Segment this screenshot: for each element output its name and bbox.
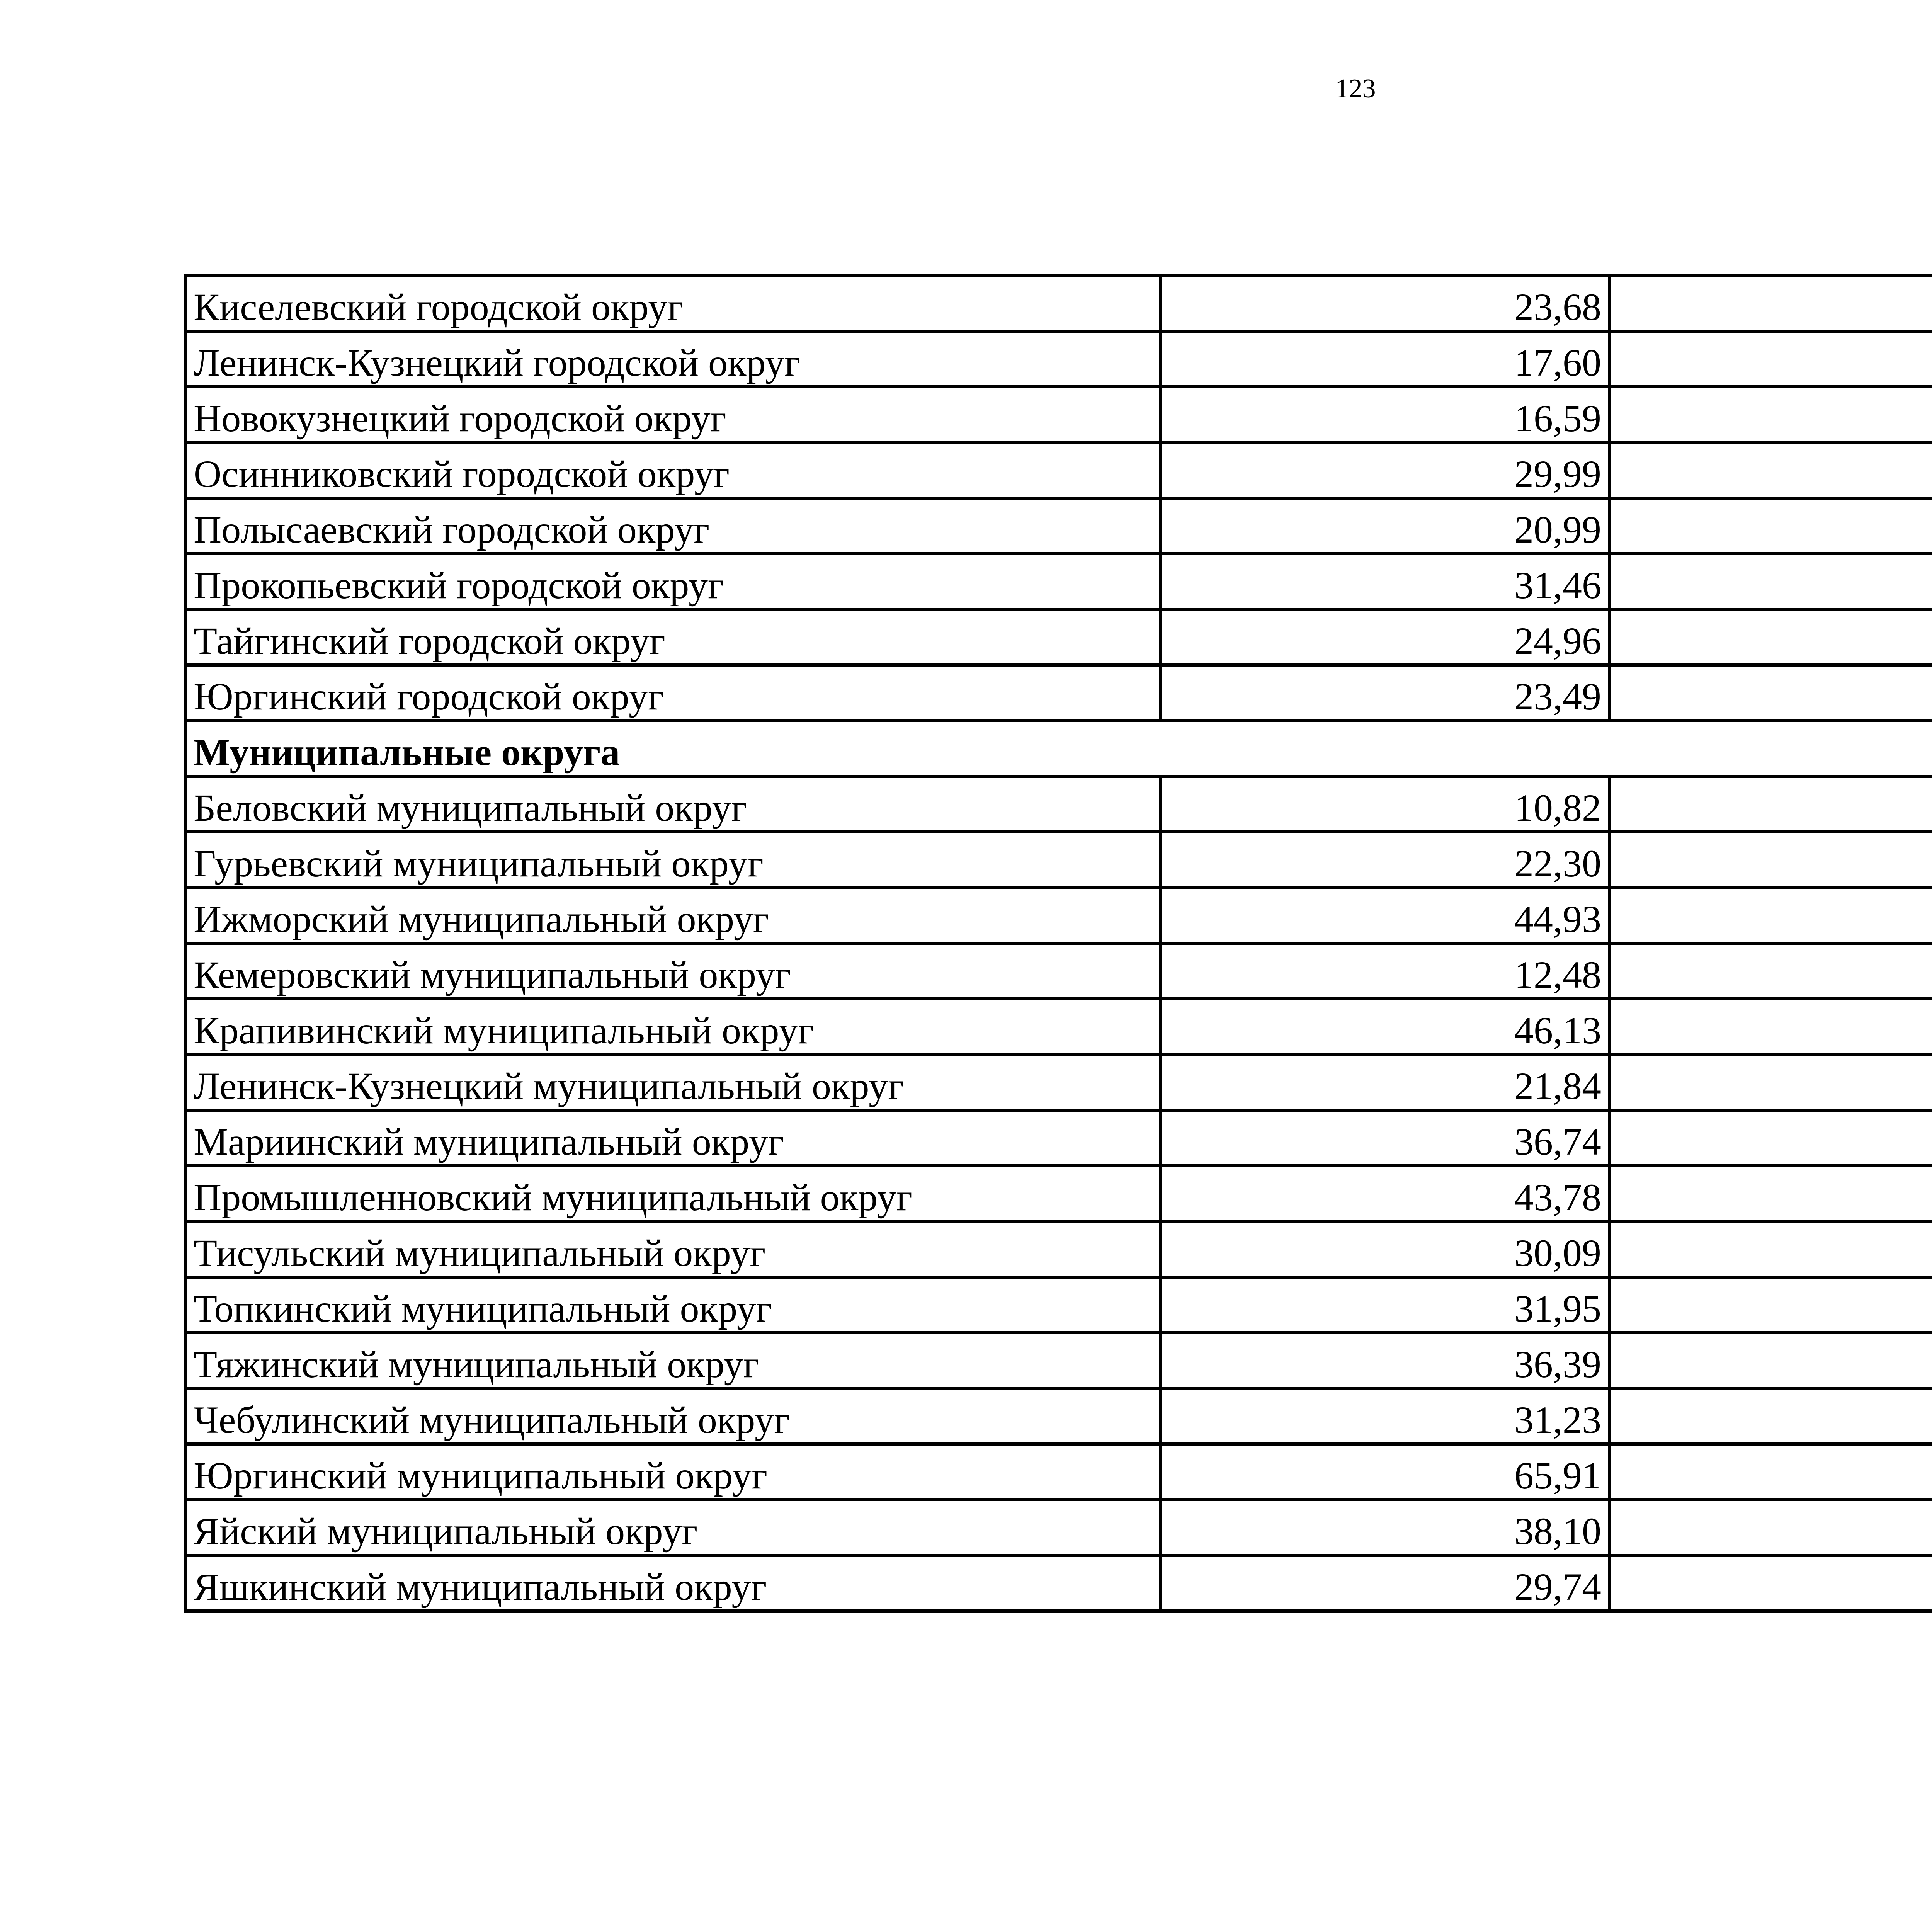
row-value-1: 38,10 — [1161, 1500, 1610, 1555]
data-table — [184, 274, 1932, 1613]
row-name: Тайгинский городской округ — [185, 609, 1161, 665]
row-value-1: 31,23 — [1161, 1388, 1610, 1444]
row-value-1: 24,96 — [1161, 609, 1610, 665]
row-value-2 — [1610, 331, 1932, 387]
row-value-2 — [1610, 943, 1932, 999]
row-value-1: 23,68 — [1161, 276, 1610, 331]
table-row — [185, 1444, 1932, 1500]
row-value-2 — [1610, 609, 1932, 665]
table-row — [185, 609, 1932, 665]
row-value-1: 43,78 — [1161, 1166, 1610, 1221]
table-row — [185, 999, 1932, 1055]
table-row — [185, 1555, 1932, 1611]
row-name: Яшкинский муниципальный округ — [185, 1555, 1161, 1611]
table-row — [185, 1166, 1932, 1221]
row-value-1: 29,74 — [1161, 1555, 1610, 1611]
table-row — [185, 331, 1932, 387]
row-value-1: 65,91 — [1161, 1444, 1610, 1500]
row-value-1: 22,30 — [1161, 832, 1610, 888]
row-value-1: 23,49 — [1161, 665, 1610, 721]
row-name: Ленинск-Кузнецкий городской округ — [185, 331, 1161, 387]
table-row — [185, 1500, 1932, 1555]
row-name: Ленинск-Кузнецкий муниципальный округ — [185, 1055, 1161, 1110]
row-value-1: 17,60 — [1161, 331, 1610, 387]
row-name: Прокопьевский городской округ — [185, 554, 1161, 609]
row-value-2 — [1610, 1277, 1932, 1333]
page-number: 123 — [1335, 74, 1376, 104]
row-name: Киселевский городской округ — [185, 276, 1161, 331]
row-name: Юргинский городской округ — [185, 665, 1161, 721]
row-value-2 — [1610, 498, 1932, 554]
row-name: Юргинский муниципальный округ — [185, 1444, 1161, 1500]
row-value-2 — [1610, 1333, 1932, 1388]
row-name: Тяжинский муниципальный округ — [185, 1333, 1161, 1388]
row-value-2 — [1610, 1110, 1932, 1166]
row-value-1: 10,82 — [1161, 776, 1610, 832]
row-value-2 — [1610, 1555, 1932, 1611]
row-value-1: 46,13 — [1161, 999, 1610, 1055]
table-row — [185, 665, 1932, 721]
row-value-1: 36,74 — [1161, 1110, 1610, 1166]
row-value-1: 31,46 — [1161, 554, 1610, 609]
section-row — [185, 721, 1932, 776]
row-name: Полысаевский городской округ — [185, 498, 1161, 554]
row-value-1: 31,95 — [1161, 1277, 1610, 1333]
row-value-2 — [1610, 387, 1932, 442]
row-value-2 — [1610, 442, 1932, 498]
row-name: Топкинский муниципальный округ — [185, 1277, 1161, 1333]
row-value-2 — [1610, 832, 1932, 888]
row-name: Промышленновский муниципальный округ — [185, 1166, 1161, 1221]
row-value-2 — [1610, 1388, 1932, 1444]
row-value-2 — [1610, 1221, 1932, 1277]
section-heading: Муниципальные округа — [185, 721, 1932, 776]
row-name: Осинниковский городской округ — [185, 442, 1161, 498]
row-value-2 — [1610, 776, 1932, 832]
row-value-1: 30,09 — [1161, 1221, 1610, 1277]
row-name: Мариинский муниципальный округ — [185, 1110, 1161, 1166]
row-value-2 — [1610, 1500, 1932, 1555]
table-row — [185, 554, 1932, 609]
row-value-1: 29,99 — [1161, 442, 1610, 498]
table-row — [185, 1277, 1932, 1333]
row-name: Новокузнецкий городской округ — [185, 387, 1161, 442]
row-value-2 — [1610, 276, 1932, 331]
row-name: Ижморский муниципальный округ — [185, 888, 1161, 943]
table-row — [185, 1221, 1932, 1277]
table-row — [185, 888, 1932, 943]
row-name: Чебулинский муниципальный округ — [185, 1388, 1161, 1444]
row-value-2 — [1610, 554, 1932, 609]
table-row — [185, 1110, 1932, 1166]
row-name: Яйский муниципальный округ — [185, 1500, 1161, 1555]
row-value-1: 36,39 — [1161, 1333, 1610, 1388]
row-name: Тисульский муниципальный округ — [185, 1221, 1161, 1277]
table-row — [185, 1333, 1932, 1388]
table-row — [185, 832, 1932, 888]
table-row — [185, 1055, 1932, 1110]
row-name: Гурьевский муниципальный округ — [185, 832, 1161, 888]
table-row — [185, 1388, 1932, 1444]
row-value-2 — [1610, 665, 1932, 721]
row-value-1: 20,99 — [1161, 498, 1610, 554]
row-value-2 — [1610, 1444, 1932, 1500]
table-row — [185, 776, 1932, 832]
row-value-1: 44,93 — [1161, 888, 1610, 943]
row-name: Беловский муниципальный округ — [185, 776, 1161, 832]
row-value-1: 21,84 — [1161, 1055, 1610, 1110]
row-value-1: 12,48 — [1161, 943, 1610, 999]
table-row — [185, 498, 1932, 554]
table-row — [185, 276, 1932, 331]
row-value-2 — [1610, 1055, 1932, 1110]
row-name: Крапивинский муниципальный округ — [185, 999, 1161, 1055]
row-name: Кемеровский муниципальный округ — [185, 943, 1161, 999]
table-row — [185, 387, 1932, 442]
row-value-2 — [1610, 999, 1932, 1055]
table-row — [185, 442, 1932, 498]
row-value-2 — [1610, 1166, 1932, 1221]
row-value-1: 16,59 — [1161, 387, 1610, 442]
table-row — [185, 943, 1932, 999]
row-value-2 — [1610, 888, 1932, 943]
